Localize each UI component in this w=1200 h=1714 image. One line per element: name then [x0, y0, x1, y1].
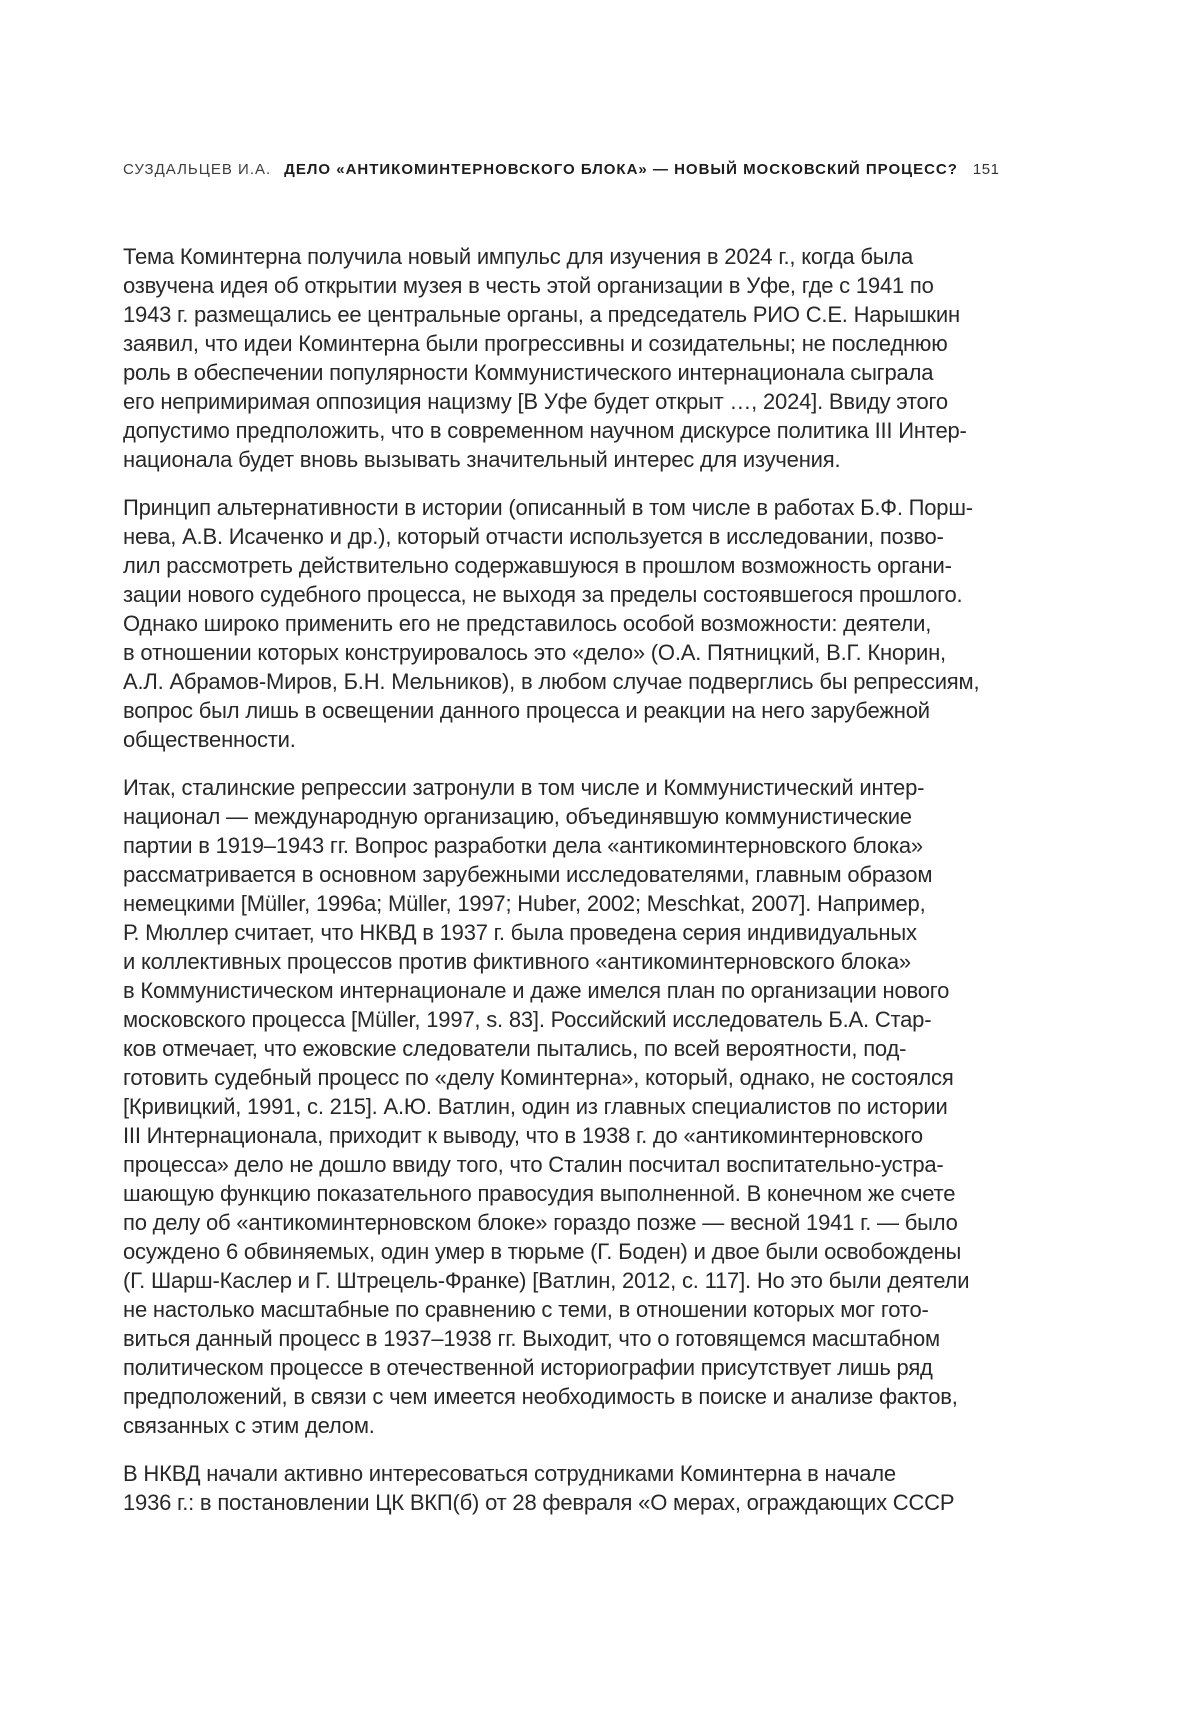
- text-line: не настолько масштабные по сравнению с теми, в отношении которых мог гото-: [123, 1297, 929, 1322]
- text-line: и коллективных процессов против фиктивного «антикоминтерновского блока»: [123, 949, 911, 974]
- text-line: процесса» дело не дошло ввиду того, что Сталин посчитал воспитательно-устра-: [123, 1152, 944, 1177]
- text-line: нева, А.В. Исаченко и др.), который отчасти используется в исследовании, позво-: [123, 524, 944, 549]
- paragraph: [123, 773, 1093, 1440]
- text-line: готовить судебный процесс по «делу Коминтерна», который, однако, не состоялся: [123, 1065, 954, 1090]
- text-line: 1936 г.: в постановлении ЦК ВКП(б) от 28 февраля «О мерах, ограждающих СССР: [123, 1490, 955, 1515]
- text-line: (Г. Шарш-Каслер и Г. Штрецель-Франке) [Ватлин, 2012, с. 117]. Но это были деятели: [123, 1268, 970, 1293]
- text-line: озвучена идея об открытии музея в честь этой организации в Уфе, где с 1941 по: [123, 273, 934, 298]
- text-line: в Коммунистическом интернационале и даже имелся план по организации нового: [123, 978, 950, 1003]
- text-line: III Интернационала, приходит к выводу, что в 1938 г. до «антикоминтерновского: [123, 1123, 923, 1148]
- text-line: роль в обеспечении популярности Коммунистического интернационала сыграла: [123, 360, 934, 385]
- text-line: Однако широко применить его не представилось особой возможности: деятели,: [123, 611, 932, 636]
- paragraph: [123, 1459, 1093, 1517]
- text-line: А.Л. Абрамов-Миров, Б.Н. Мельников), в любом случае подверглись бы репрессиям,: [123, 669, 980, 694]
- text-line: В НКВД начали активно интересоваться сотрудниками Коминтерна в начале: [123, 1461, 896, 1486]
- text-line: рассматривается в основном зарубежными исследователями, главным образом: [123, 862, 933, 887]
- text-line: по делу об «антикоминтерновском блоке» гораздо позже — весной 1941 г. — было: [123, 1210, 958, 1235]
- header-author: СУЗДАЛЬЦЕВ И.А.: [123, 161, 272, 178]
- text-line: Р. Мюллер считает, что НКВД в 1937 г. была проведена серия индивидуальных: [123, 920, 917, 945]
- text-line: партии в 1919–1943 гг. Вопрос разработки дела «антикоминтерновского блока»: [123, 833, 923, 858]
- text-line: связанных с этим делом.: [123, 1413, 375, 1438]
- text-line: в отношении которых конструировалось это «дело» (О.А. Пятницкий, В.Г. Кнорин,: [123, 640, 946, 665]
- text-line: его непримиримая оппозиция нацизму [В Уфе будет открыт …, 2024]. Ввиду этого: [123, 389, 948, 414]
- text-line: заявил, что идеи Коминтерна были прогрессивны и созидательны; не последнюю: [123, 331, 948, 356]
- text-line: допустимо предположить, что в современном научном дискурсе политика III Интер-: [123, 418, 967, 443]
- paragraph: [123, 493, 1093, 754]
- text-line: 1943 г. размещались ее центральные органы, а председатель РИО С.Е. Нарышкин: [123, 302, 960, 327]
- text-line: национал — международную организацию, объединявшую коммунистические: [123, 804, 912, 829]
- text-line: ков отмечает, что ежовские следователи пытались, по всей вероятности, под-: [123, 1036, 907, 1061]
- text-line: немецкими [Müller, 1996a; Müller, 1997; Huber, 2002; Meschkat, 2007]. Например,: [123, 891, 926, 916]
- text-line: политическом процессе в отечественной историографии присутствует лишь ряд: [123, 1355, 933, 1380]
- text-line: осуждено 6 обвиняемых, один умер в тюрьме (Г. Боден) и двое были освобождены: [123, 1239, 962, 1264]
- text-line: Тема Коминтерна получила новый импульс для изучения в 2024 г., когда была: [123, 244, 914, 269]
- text-line: предположений, в связи с чем имеется необходимость в поиске и анализе фактов,: [123, 1384, 958, 1409]
- text-line: [Кривицкий, 1991, с. 215]. А.Ю. Ватлин, один из главных специалистов по истории: [123, 1094, 948, 1119]
- text-line: национала будет вновь вызывать значительный интерес для изучения.: [123, 447, 841, 472]
- text-line: московского процесса [Müller, 1997, s. 83]. Российский исследователь Б.А. Стар-: [123, 1007, 932, 1032]
- text-line: общественности.: [123, 727, 296, 752]
- text-line: Принцип альтернативности в истории (описанный в том числе в работах Б.Ф. Порш-: [123, 495, 973, 520]
- running-header: [123, 161, 999, 178]
- text-line: шающую функцию показательного правосудия выполненной. В конечном же счете: [123, 1181, 956, 1206]
- header-page-number: 151: [972, 161, 1000, 178]
- text-line: зации нового судебного процесса, не выходя за пределы состоявшегося прошлого.: [123, 582, 963, 607]
- text-line: лил рассмотреть действительно содержавшуюся в прошлом возможность органи-: [123, 553, 952, 578]
- article-body: [123, 242, 1093, 1536]
- text-line: вопрос был лишь в освещении данного процесса и реакции на него зарубежной: [123, 698, 930, 723]
- text-line: виться данный процесс в 1937–1938 гг. Выходит, что о готовящемся масштабном: [123, 1326, 940, 1351]
- text-line: Итак, сталинские репрессии затронули в том числе и Коммунистический интер-: [123, 775, 925, 800]
- header-title: ДЕЛО «АНТИКОМИНТЕРНОВСКОГО БЛОКА» — НОВЫЙ МОСКОВСКИЙ ПРОЦЕСС?: [284, 161, 958, 178]
- paragraph: [123, 242, 1093, 474]
